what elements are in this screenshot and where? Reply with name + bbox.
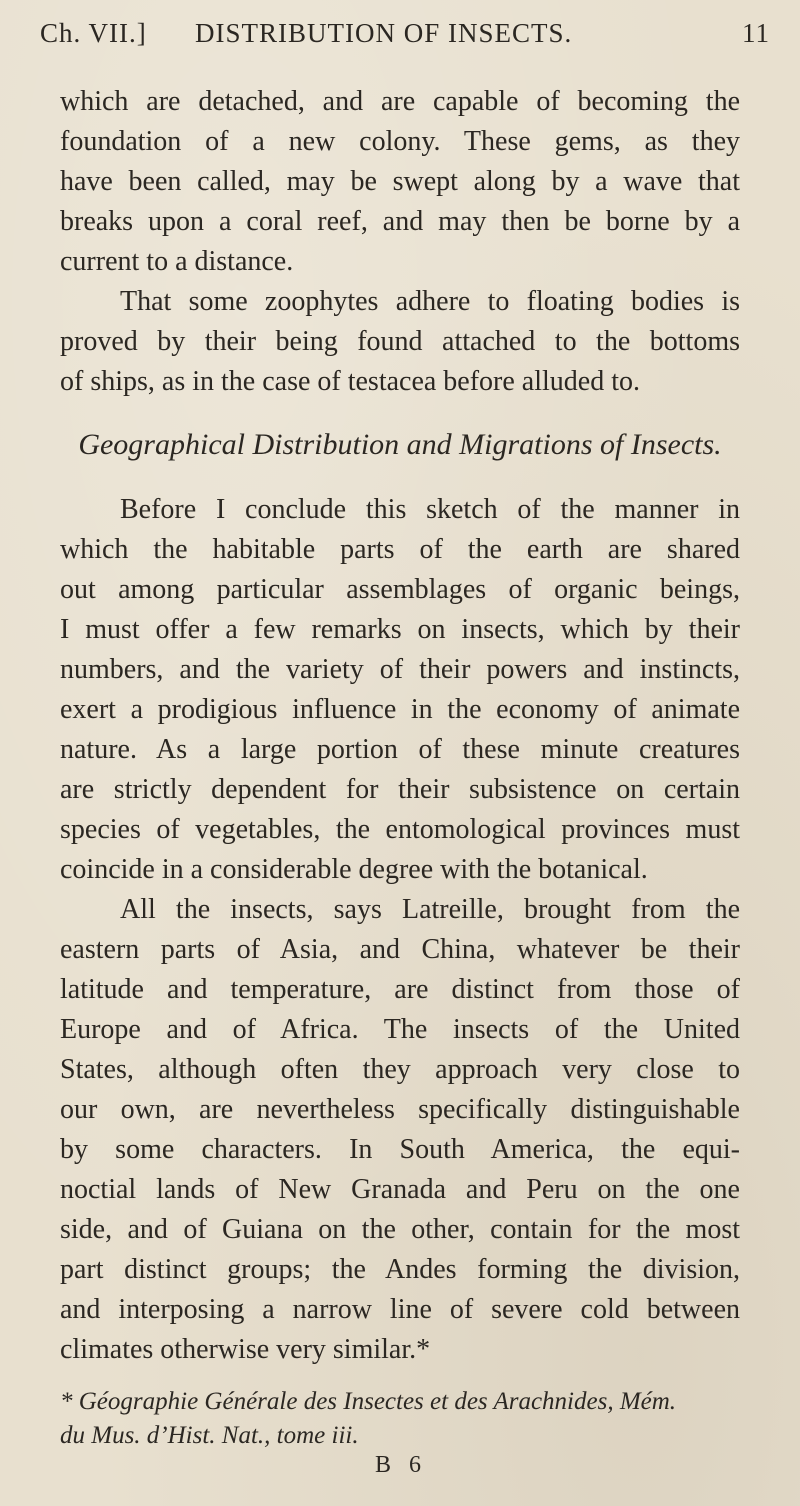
section-heading: Geographical Distribution and Migrations of Insects. (78, 428, 722, 461)
text-line: Europe and of Africa. The insects of the United (60, 1014, 740, 1045)
text-line: eastern parts of Asia, and China, whatever be their (60, 934, 740, 965)
text-line: breaks upon a coral reef, and may then be borne by a (60, 206, 740, 237)
text-line: current to a distance. (60, 246, 294, 277)
text-line: out among particular assemblages of organic beings, (60, 574, 740, 605)
text-line: coincide in a considerable degree with the botanical. (60, 854, 648, 885)
text-line: which are detached, and are capable of becoming the (60, 86, 740, 117)
text-line: Before I conclude this sketch of the manner in (120, 494, 740, 525)
text-line: latitude and temperature, are distinct from those of (60, 974, 740, 1005)
footnote-line: * Géographie Générale des Insectes et des Arachnides, Mém. (60, 1388, 677, 1415)
text-line: nature. As a large portion of these minute creatures (60, 734, 740, 765)
text-line: noctial lands of New Granada and Peru on the one (60, 1174, 740, 1205)
footnote-line: du Mus. d’Hist. Nat., tome iii. (60, 1422, 359, 1449)
text-line: have been called, may be swept along by a wave that (60, 166, 740, 197)
text-line: numbers, and the variety of their powers and instincts, (60, 654, 740, 685)
text-line: which the habitable parts of the earth are shared (60, 534, 740, 565)
chapter-label: Ch. VII.] (40, 18, 147, 48)
text-line: exert a prodigious influence in the economy of animate (60, 694, 740, 725)
text-line: are strictly dependent for their subsistence on certain (60, 774, 740, 805)
page-number: 11 (742, 18, 770, 48)
signature-mark: B 6 (375, 1452, 428, 1478)
text-line: of ships, as in the case of testacea before alluded to. (60, 366, 641, 397)
text-line: species of vegetables, the entomological provinces must (60, 814, 740, 845)
text-line: proved by their being found attached to the bottoms (60, 326, 740, 357)
text-line: our own, are nevertheless specifically distinguishable (60, 1094, 740, 1125)
text-line: I must offer a few remarks on insects, which by their (60, 614, 740, 645)
text-line: part distinct groups; the Andes forming the division, (60, 1254, 740, 1285)
text-line: and interposing a narrow line of severe cold between (60, 1294, 740, 1325)
text-line: climates otherwise very similar.* (60, 1334, 431, 1365)
running-title: DISTRIBUTION OF INSECTS. (195, 18, 573, 48)
text-line: foundation of a new colony. These gems, as they (60, 126, 740, 157)
running-header (40, 18, 770, 58)
text-line: side, and of Guiana on the other, contain for the most (60, 1214, 740, 1245)
text-line: by some characters. In South America, the equi- (60, 1134, 740, 1165)
text-line: States, although often they approach very close to (60, 1054, 740, 1085)
text-line: That some zoophytes adhere to floating bodies is (120, 286, 740, 317)
text-line: All the insects, says Latreille, brought from the (120, 894, 740, 925)
